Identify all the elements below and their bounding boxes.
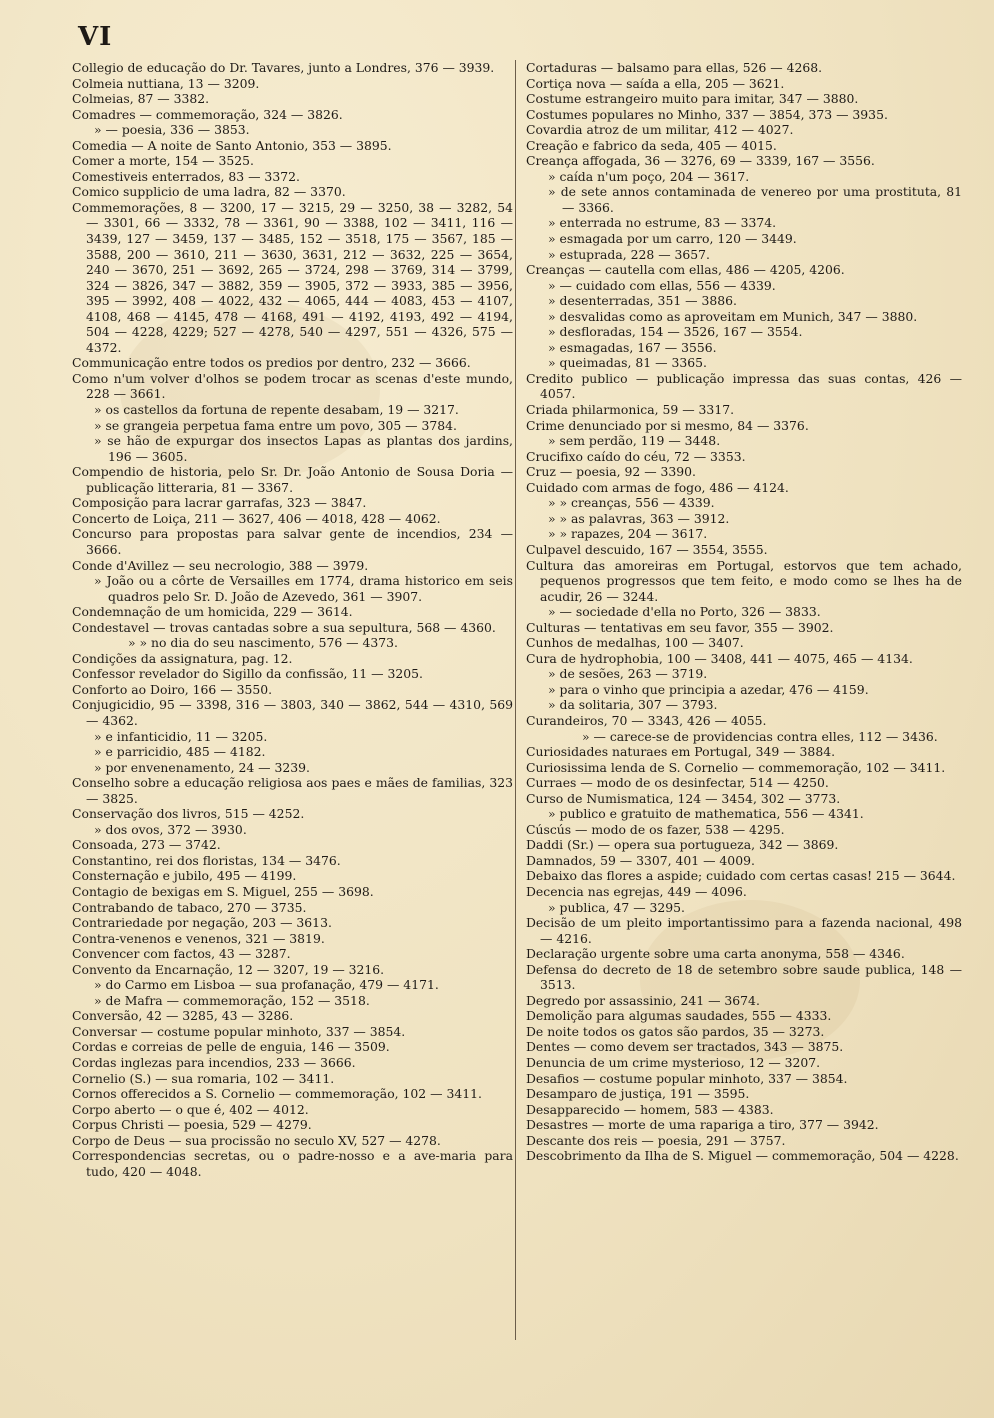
index-entry: » de sete annos contaminada de venereo por uma prostituta, 81 — 3366. xyxy=(548,184,962,215)
index-entry: Cúscús — modo de os fazer, 538 — 4295. xyxy=(526,821,785,837)
index-entry: Costume estrangeiro muito para imitar, 347 — 3880. xyxy=(526,91,859,107)
index-entry: Comestiveis enterrados, 83 — 3372. xyxy=(72,168,300,184)
index-entry: Culpavel descuido, 167 — 3554, 3555. xyxy=(526,541,768,557)
index-entry: Cura de hydrophobia, 100 — 3408, 441 — 4075, 465 — 4134. xyxy=(526,650,913,666)
index-entry: » os castellos da fortuna de repente desabam, 19 — 3217. xyxy=(94,402,459,418)
index-entry: Correspondencias secretas, ou o padre-nosso e a ave-maria para tudo, 420 — 4048. xyxy=(72,1148,513,1179)
index-entry: Desapparecido — homem, 583 — 4383. xyxy=(526,1101,774,1117)
index-entry: Concerto de Loiça, 211 — 3627, 406 — 4018, 428 — 4062. xyxy=(72,510,441,526)
index-entry: Descante dos reis — poesia, 291 — 3757. xyxy=(526,1132,786,1148)
index-entry: Contrabando de tabaco, 270 — 3735. xyxy=(72,899,307,915)
index-entry: Curandeiros, 70 — 3343, 426 — 4055. xyxy=(526,712,767,728)
index-entry: Desastres — morte de uma rapariga a tiro, 377 — 3942. xyxy=(526,1117,879,1133)
index-entry: » estuprada, 228 — 3657. xyxy=(548,246,710,262)
index-entry: Collegio de educação do Dr. Tavares, junto a Londres, 376 — 3939. xyxy=(72,60,495,75)
index-entry: Contra-venenos e venenos, 321 — 3819. xyxy=(72,930,325,946)
index-entry: Concurso para propostas para salvar gente de incendios, 234 — 3666. xyxy=(72,526,513,557)
index-entry: Conforto ao Doiro, 166 — 3550. xyxy=(72,681,273,697)
index-entry: » — poesia, 336 — 3853. xyxy=(94,122,250,138)
index-entry: » desenterradas, 351 — 3886. xyxy=(548,293,737,309)
index-entry: Crime denunciado por si mesmo, 84 — 3376. xyxy=(526,417,809,433)
index-entry: Declaração urgente sobre uma carta anonyma, 558 — 4346. xyxy=(526,946,905,962)
index-entry: Dentes — como devem ser tractados, 343 — 3875. xyxy=(526,1039,844,1055)
index-entry: » e infanticidio, 11 — 3205. xyxy=(94,728,268,744)
index-entry: Cornelio (S.) — sua romaria, 102 — 3411. xyxy=(72,1070,335,1086)
index-entry: » desfloradas, 154 — 3526, 167 — 3554. xyxy=(548,324,803,340)
index-entry: Decisão de um pleito importantissimo para a fazenda nacional, 498 — 4216. xyxy=(526,915,962,946)
index-entry: » esmagadas, 167 — 3556. xyxy=(548,339,717,355)
index-entry: Covardia atroz de um militar, 412 — 4027. xyxy=(526,122,794,138)
index-entry: Conjugicidio, 95 — 3398, 316 — 3803, 340 — 3862, 544 — 4310, 569 — 4362. xyxy=(72,697,513,728)
index-entry: » enterrada no estrume, 83 — 3374. xyxy=(548,215,777,231)
index-entry: Corpo de Deus — sua procissão no seculo XV, 527 — 4278. xyxy=(72,1132,441,1148)
index-entry: » do Carmo em Lisboa — sua profanação, 479 — 4171. xyxy=(94,977,439,993)
index-entry: Curiosidades naturaes em Portugal, 349 — 3884. xyxy=(526,744,836,760)
index-entry: Condições da assignatura, pag. 12. xyxy=(72,650,293,666)
index-entry: Colmeia nuttiana, 13 — 3209. xyxy=(72,75,260,91)
index-entry: » e parricidio, 485 — 4182. xyxy=(94,744,266,760)
index-entry: » se hão de expurgar dos insectos Lapas as plantas dos jardins, 196 — 3605. xyxy=(94,433,513,464)
index-entry: Commemorações, 8 — 3200, 17 — 3215, 29 — 3250, 38 — 3282, 54 — 3301, 66 — 3332, 78 — 3361, 90 — 3388, 102 — 3411, 116 — 3439, 127 — 3459, 137 — 3485, 152 — 3518, 175 — 3567, 185 — 3588, 200 — 3610, 211 — 3630, 3631, 212 — 3632, 225 — 3654, 240 — 3670, 251 — 3692, 265 — 3724, 298 — 3769, 314 — 3799, 324 — 3826, 347 — 3882, 359 — 3905, 372 — 3933, 385 — 3956, 395 — 3992, 408 — 4022, 432 — 4065, 444 — 4083, 453 — 4107, 4108, 468 — 4145, 478 — 4168, 491 — 4192, 4193, 492 — 4194, 504 — 4228, 4229; 527 — 4278, 540 — 4297, 551 — 4326, 575 — 4372. xyxy=(72,199,513,355)
index-entry: Desafios — costume popular minhoto, 337 — 3854. xyxy=(526,1070,848,1086)
index-entry: » — cuidado com ellas, 556 — 4339. xyxy=(548,277,776,293)
index-entry: Constantino, rei dos floristas, 134 — 3476. xyxy=(72,852,341,868)
index-entry: Curso de Numismatica, 124 — 3454, 302 — 3773. xyxy=(526,790,841,806)
index-entry: Convencer com factos, 43 — 3287. xyxy=(72,946,291,962)
index-entry: Contrariedade por negação, 203 — 3613. xyxy=(72,915,332,931)
index-entry: Comadres — commemoração, 324 — 3826. xyxy=(72,106,343,122)
index-entry: » para o vinho que principia a azedar, 476 — 4159. xyxy=(548,681,869,697)
index-entry: » caída n'um poço, 204 — 3617. xyxy=(548,168,750,184)
index-entry: Costumes populares no Minho, 337 — 3854, 373 — 3935. xyxy=(526,106,888,122)
index-entry: » » creanças, 556 — 4339. xyxy=(548,495,715,511)
index-entry: Comedia — A noite de Santo Antonio, 353 — 3895. xyxy=(72,137,392,153)
index-entry: Curraes — modo de os desinfectar, 514 — 4250. xyxy=(526,775,829,791)
index-entry: Cuidado com armas de fogo, 486 — 4124. xyxy=(526,479,789,495)
index-entry: Consoada, 273 — 3742. xyxy=(72,837,221,853)
index-entry: » João ou a côrte de Versailles em 1774, drama historico em seis quadros pelo Sr. D. João de Azevedo, 361 — 3907. xyxy=(94,573,513,604)
index-entry: Crucifixo caído do céu, 72 — 3353. xyxy=(526,448,746,464)
index-entry: Convento da Encarnação, 12 — 3207, 19 — 3216. xyxy=(72,961,385,977)
index-entry: Daddi (Sr.) — opera sua portugueza, 342 — 3869. xyxy=(526,837,839,853)
index-entry: Corpus Christi — poesia, 529 — 4279. xyxy=(72,1117,312,1133)
index-entry: » queimadas, 81 — 3365. xyxy=(548,355,707,371)
index-entry: Condemnação de um homicida, 229 — 3614. xyxy=(72,604,353,620)
index-column-left xyxy=(68,60,513,1179)
index-entry: Condestavel — trovas cantadas sobre a sua sepultura, 568 — 4360. xyxy=(72,619,496,635)
index-entry: Decencia nas egrejas, 449 — 4096. xyxy=(526,883,747,899)
index-entry: Consternação e jubilo, 495 — 4199. xyxy=(72,868,297,884)
index-entry: Cortiça nova — saída a ella, 205 — 3621. xyxy=(526,75,785,91)
index-entry: Compendio de historia, pelo Sr. Dr. João Antonio de Sousa Doria — publicação litteraria, 81 — 3367. xyxy=(72,464,513,495)
index-entry: » — sociedade d'ella no Porto, 326 — 3833. xyxy=(548,604,821,620)
index-entry: » sem perdão, 119 — 3448. xyxy=(548,433,721,449)
index-entry: Conversão, 42 — 3285, 43 — 3286. xyxy=(72,1008,294,1024)
index-entry: Debaixo das flores a aspide; cuidado com certas casas! 215 — 3644. xyxy=(526,868,956,884)
index-entry: Cortaduras — balsamo para ellas, 526 — 4268. xyxy=(526,60,823,75)
index-entry: Cunhos de medalhas, 100 — 3407. xyxy=(526,635,744,651)
index-entry: » de sesões, 263 — 3719. xyxy=(548,666,708,682)
index-column-right xyxy=(522,60,962,1164)
index-entry: Corpo aberto — o que é, 402 — 4012. xyxy=(72,1101,309,1117)
index-entry: Creação e fabrico da seda, 405 — 4015. xyxy=(526,137,777,153)
index-entry: » desvalidas como as aproveitam em Munich, 347 — 3880. xyxy=(548,308,918,324)
index-entry: » esmagada por um carro, 120 — 3449. xyxy=(548,231,797,247)
index-entry: Defensa do decreto de 18 de setembro sobre saude publica, 148 — 3513. xyxy=(526,961,962,993)
index-entry: Conselho sobre a educação religiosa aos paes e mães de familias, 323 — 3825. xyxy=(72,775,513,806)
index-entry: » » as palavras, 363 — 3912. xyxy=(548,510,730,526)
index-entry: Cruz — poesia, 92 — 3390. xyxy=(526,464,696,480)
index-entry: De noite todos os gatos são pardos, 35 — 3273. xyxy=(526,1023,825,1039)
index-entry: Desamparo de justiça, 191 — 3595. xyxy=(526,1086,750,1102)
index-entry: » » rapazes, 204 — 3617. xyxy=(548,526,708,542)
index-entry: Criada philarmonica, 59 — 3317. xyxy=(526,402,735,418)
index-entry: Denuncia de um crime mysterioso, 12 — 3207. xyxy=(526,1055,821,1070)
index-entry: Degredo por assassinio, 241 — 3674. xyxy=(526,992,760,1008)
index-entry: Demolição para algumas saudades, 555 — 4333. xyxy=(526,1008,832,1024)
page-number: VI xyxy=(78,22,113,52)
index-entry: Conversar — costume popular minhoto, 337 — 3854. xyxy=(72,1023,406,1039)
index-entry: Cornos offerecidos a S. Cornelio — commemoração, 102 — 3411. xyxy=(72,1086,482,1102)
index-entry: Colmeias, 87 — 3382. xyxy=(72,91,210,107)
index-entry: Conservação dos livros, 515 — 4252. xyxy=(72,806,305,822)
index-entry: Creança affogada, 36 — 3276, 69 — 3339, 167 — 3556. xyxy=(526,153,875,169)
column-divider xyxy=(515,60,516,1340)
index-entry: » por envenenamento, 24 — 3239. xyxy=(94,759,310,775)
index-entry: Comico supplicio de uma ladra, 82 — 3370. xyxy=(72,184,346,200)
index-entry: » — carece-se de providencias contra elles, 112 — 3436. xyxy=(582,728,938,744)
index-entry: Credito publico — publicação impressa das suas contas, 426 — 4057. xyxy=(526,370,962,402)
index-entry: » da solitaria, 307 — 3793. xyxy=(548,697,718,713)
index-entry: Composição para lacrar garrafas, 323 — 3847. xyxy=(72,495,367,511)
index-entry: Comer a morte, 154 — 3525. xyxy=(72,153,254,169)
index-entry: Creanças — cautella com ellas, 486 — 4205, 4206. xyxy=(526,262,845,278)
index-entry: Curiosissima lenda de S. Cornelio — commemoração, 102 — 3411. xyxy=(526,759,946,775)
index-entry: » » no dia do seu nascimento, 576 — 4373. xyxy=(128,635,398,651)
index-entry: Descobrimento da Ilha de S. Miguel — commemoração, 504 — 4228. xyxy=(526,1148,959,1164)
index-entry: » dos ovos, 372 — 3930. xyxy=(94,821,247,837)
index-entry: » de Mafra — commemoração, 152 — 3518. xyxy=(94,992,370,1008)
index-entry: Como n'um volver d'olhos se podem trocar as scenas d'este mundo, 228 — 3661. xyxy=(72,370,513,402)
index-entry: Culturas — tentativas em seu favor, 355 — 3902. xyxy=(526,619,834,635)
index-entry: » se grangeia perpetua fama entre um povo, 305 — 3784. xyxy=(94,417,457,433)
index-entry: » publica, 47 — 3295. xyxy=(548,899,685,915)
index-entry: Confessor revelador do Sigillo da confissão, 11 — 3205. xyxy=(72,666,423,682)
index-entry: Communicação entre todos os predios por dentro, 232 — 3666. xyxy=(72,355,471,371)
index-entry: Cordas inglezas para incendios, 233 — 3666. xyxy=(72,1055,356,1070)
index-entry: Damnados, 59 — 3307, 401 — 4009. xyxy=(526,852,755,868)
index-entry: Contagio de bexigas em S. Miguel, 255 — 3698. xyxy=(72,883,374,899)
index-entry: Cultura das amoreiras em Portugal, estorvos que tem achado, pequenos progressos que tem feito, e modo como se lhes ha de acudir, 26 — 3244. xyxy=(526,557,962,604)
index-entry: » publico e gratuito de mathematica, 556 — 4341. xyxy=(548,806,864,822)
index-entry: Cordas e correias de pelle de enguia, 146 — 3509. xyxy=(72,1039,390,1055)
index-entry: Conde d'Avillez — seu necrologio, 388 — 3979. xyxy=(72,557,369,573)
